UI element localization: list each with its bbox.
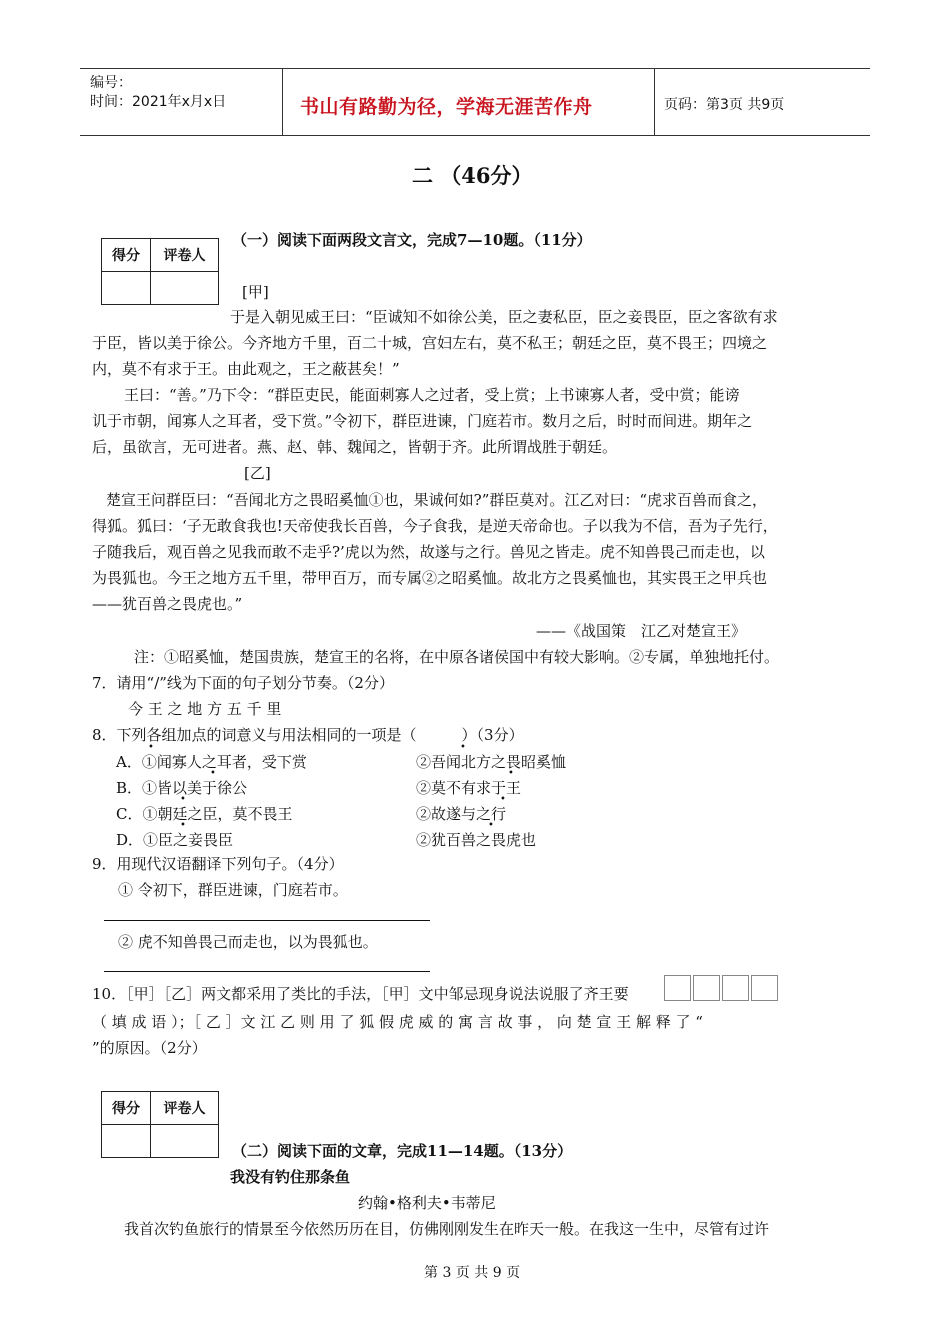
text-line: 王曰：“善。”乃下令：“群臣吏民，能面刺寡人之过者，受上赏；上书谏寡人者，受中赏；能谤 — [124, 386, 740, 404]
question-10-line-2: （ 填 成 语 ）；［ 乙 ］文 江 乙 则 用 了 狐 假 虎 威 的 寓 言 故 事 ， 向 楚 宣 王 解 释 了 “ — [92, 1013, 703, 1031]
question-8: 8．下列各组加点的词意义与用法相同的一项是（ ）（3分） — [92, 726, 524, 744]
question-9: 9．用现代汉语翻译下列句子。（4分） — [92, 855, 344, 873]
answer-box[interactable] — [664, 975, 691, 1001]
answer-box[interactable] — [693, 975, 720, 1001]
question-9-item-2: ② 虎不知兽畏己而走也，以为畏狐也。 — [118, 933, 378, 951]
score-label: 得分 — [102, 1092, 151, 1125]
option-c-1: C．①朝廷之臣，莫不畏王 — [116, 805, 293, 823]
part2-heading: （二）阅读下面的文章，完成11—14题。（13分） — [232, 1142, 573, 1160]
emphasis-dot: • — [148, 742, 154, 753]
article-title: 我没有钓住那条鱼 — [230, 1168, 351, 1186]
emphasis-dot: • — [180, 794, 186, 805]
text-line: 后，虽欲言，无可进者。燕、赵、韩、魏闻之，皆朝于齐。此所谓战胜于朝廷。 — [92, 438, 618, 456]
score-box — [101, 1091, 219, 1158]
emphasis-dot: • — [180, 820, 186, 831]
answer-box[interactable] — [722, 975, 749, 1001]
jia-label: [甲] — [242, 283, 269, 301]
option-a-1: A．①闻寡人之耳者，受下赏 — [116, 753, 307, 771]
answer-line[interactable] — [104, 971, 430, 972]
question-10: 10．［甲］［乙］两文都采用了类比的手法，［甲］文中邹忌现身说法说服了齐王要 — [92, 985, 629, 1003]
emphasis-dot: • — [488, 820, 494, 831]
emphasis-dot: • — [460, 742, 466, 753]
question-10-line-3: ”的原因。（2分） — [92, 1039, 207, 1057]
page-footer: 第 3 页 共 9 页 — [424, 1265, 521, 1281]
question-7-sentence: 今 王 之 地 方 五 千 里 — [128, 700, 282, 718]
part1-heading: （一）阅读下面两段文言文，完成7—10题。（11分） — [232, 231, 592, 249]
score-cell[interactable] — [102, 272, 151, 305]
section-title: 二 （46分） — [412, 163, 533, 188]
option-b-1: B．①皆以美于徐公 — [116, 779, 248, 797]
score-cell[interactable] — [102, 1125, 151, 1158]
emphasis-dot: • — [210, 768, 216, 779]
header-top-rule — [80, 68, 870, 69]
text-line: 内，莫不有求于王。由此观之，王之蔽甚矣！” — [92, 360, 400, 378]
emphasis-dot: • — [508, 768, 514, 779]
option-d-2: ②犹百兽之畏虎也 — [416, 831, 537, 849]
question-7: 7．请用“/”线为下面的句子划分节奏。（2分） — [92, 674, 394, 692]
text-line: 讥于市朝，闻寡人之耳者，受下赏。”令初下，群臣进谏，门庭若市。数月之后，时时而间进。期年之 — [92, 412, 753, 430]
score-box — [101, 238, 219, 305]
date-label: 时间：2021年x月x日 — [90, 94, 227, 110]
text-line: 为畏狐也。今王之地方五千里，带甲百万，而专属②之昭奚恤。故北方之畏奚恤也，其实畏王之甲兵也 — [92, 569, 768, 587]
source-citation: ——《战国策 江乙对楚宣王》 — [536, 622, 747, 640]
option-c-2: ②故遂与之行 — [416, 805, 507, 823]
annotation-note: 注：①昭奚恤，楚国贵族，楚宣王的名将，在中原各诸侯国中有较大影响。②专属，单独地托付。 — [134, 648, 780, 666]
answer-line[interactable] — [104, 920, 430, 921]
reviewer-label: 评卷人 — [151, 239, 219, 272]
text-line: 子随我后，观百兽之见我而敢不走乎?’虎以为然，故遂与之行。兽见之皆走。虎不知兽畏己而走也，以 — [92, 543, 765, 561]
text-line: 于臣，皆以美于徐公。今齐地方千里，百二十城，宫妇左右，莫不私王；朝廷之臣，莫不畏王；四境之 — [92, 334, 768, 352]
number-label: 编号： — [90, 75, 132, 91]
text-line: ——犹百兽之畏虎也。” — [92, 595, 243, 613]
yi-label: [乙] — [244, 464, 271, 482]
answer-box[interactable] — [751, 975, 778, 1001]
reviewer-cell[interactable] — [151, 1125, 219, 1158]
reviewer-cell[interactable] — [151, 272, 219, 305]
header-divider — [654, 68, 655, 135]
score-label: 得分 — [102, 239, 151, 272]
reviewer-label: 评卷人 — [151, 1092, 219, 1125]
page-label: 页码：第3页 共9页 — [664, 97, 785, 113]
header-bottom-rule — [80, 135, 870, 136]
article-author: 约翰•格利夫•韦蒂尼 — [358, 1194, 496, 1212]
header-divider — [282, 68, 283, 135]
option-a-2: ②吾闻北方之畏昭奚恤 — [416, 753, 567, 771]
question-9-item-1: ① 令初下，群臣进谏，门庭若市。 — [118, 881, 348, 899]
emphasis-dot: • — [500, 794, 506, 805]
text-line: 于是入朝见威王曰：“臣诚知不如徐公美，臣之妻私臣，臣之妾畏臣，臣之客欲有求 — [230, 308, 778, 326]
text-line: 得狐。狐曰：‘子无敢食我也!天帝使我长百兽，今子食我，是逆天帝命也。子以我为不信，吾为子先行， — [92, 517, 778, 535]
text-line: 楚宣王问群臣曰：“吾闻北方之畏昭奚恤①也，果诚何如?”群臣莫对。江乙对曰：“虎求百兽而食之， — [106, 491, 768, 509]
motto: 书山有路勤为径，学海无涯苦作舟 — [300, 96, 593, 118]
text-line: 我首次钓鱼旅行的情景至今依然历历在目，仿佛刚刚发生在昨天一般。在我这一生中，尽管有过许 — [124, 1220, 770, 1238]
option-b-2: ②莫不有求于王 — [416, 779, 522, 797]
option-d-1: D．①臣之妾畏臣 — [116, 831, 234, 849]
